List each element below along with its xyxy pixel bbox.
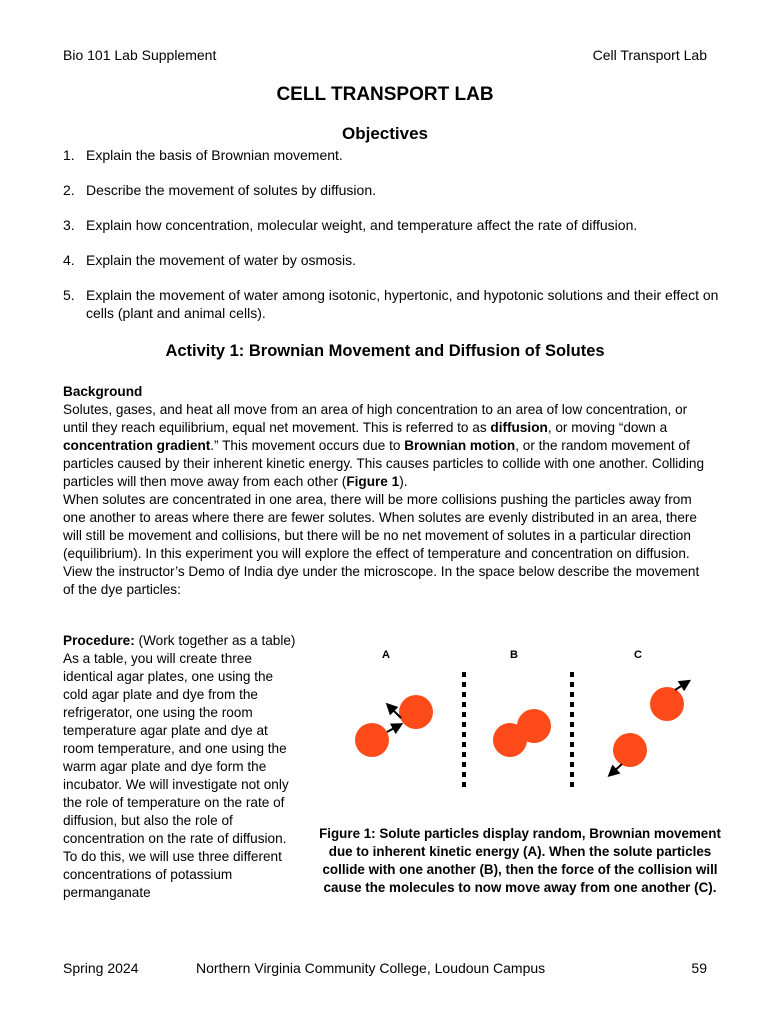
background-paragraph-3: View the instructor’s Demo of India dye under the microscope. In the space below describe the movement of the dye particles: xyxy=(63,564,700,597)
objective-item xyxy=(63,146,723,164)
procedure-section xyxy=(63,632,298,902)
objective-number: 3. xyxy=(63,217,75,233)
objective-number: 1. xyxy=(63,147,75,163)
particle xyxy=(399,695,433,729)
objective-item xyxy=(63,286,723,322)
brownian-figure xyxy=(340,642,710,812)
objective-text: Explain the movement of water by osmosis. xyxy=(86,252,357,268)
background-label: Background xyxy=(63,384,143,399)
objective-item xyxy=(63,216,723,234)
footer-left: Spring 2024 xyxy=(63,960,139,976)
procedure-text: As a table, you will create three identical agar plates, one using the cold agar plate and dye from the refrigerator, one using the room temperature agar plate and dye at room temperature, and one using the warm agar plate and dye form the incubator. We will investigate not only the role of temperature on the rate of diffusion, but also the role of concentration on the rate of diffusion. To do this, we will use three different concentrations of potassium permanganate xyxy=(63,651,289,900)
objective-number: 5. xyxy=(63,287,75,303)
page-title: CELL TRANSPORT LAB xyxy=(276,84,494,105)
activity-heading: Activity 1: Brownian Movement and Diffusion of Solutes xyxy=(165,342,605,360)
objective-item xyxy=(63,251,723,269)
objectives-heading: Objectives xyxy=(342,124,428,143)
motion-arrow xyxy=(387,726,398,732)
objective-number: 4. xyxy=(63,252,75,268)
objective-item xyxy=(63,181,723,199)
particle xyxy=(613,733,647,767)
motion-arrow xyxy=(675,683,686,690)
header-right: Cell Transport Lab xyxy=(592,47,707,63)
figure-label-b: B xyxy=(510,649,518,661)
procedure-intro: Procedure: (Work together as a table) xyxy=(63,633,296,648)
motion-arrow xyxy=(612,764,622,773)
objective-number: 2. xyxy=(63,182,75,198)
background-paragraph-2: When solutes are concentrated in one area, there will be more collisions pushing the particles away from one another to areas where there are fewer solutes. When solutes are evenly distributed in an area, there will still be movement and collisions, but there will be no net movement of solutes in a particular direction (equilibrium). In this experiment you will explore the effect of temperature and concentration on diffusion. xyxy=(63,492,697,561)
header-left: Bio 101 Lab Supplement xyxy=(63,47,217,63)
objectives-list xyxy=(63,146,723,339)
figure-label-c: C xyxy=(634,649,642,661)
background-paragraph-1: Solutes, gases, and heat all move from an area of high concentration to an area of low concentration, or until they reach equilibrium, equal net movement. This is referred to as diffusion, or moving “down a concentration gradient.” This movement occurs due to Brownian motion, or the random movement of particles caused by their inherent kinetic energy. This causes particles to collide with one another. Colliding particles will then move away from each other (Figure 1). xyxy=(63,402,705,489)
objective-text: Explain how concentration, molecular weight, and temperature affect the rate of diffusion. xyxy=(86,217,638,233)
footer-center: Northern Virginia Community College, Loudoun Campus xyxy=(196,960,546,976)
particle xyxy=(650,687,684,721)
figure-caption: Figure 1: Solute particles display random, Brownian movement due to inherent kinetic energy (A). When the solute particles collide with one another (B), then the force of the collision will cause the molecules to now move away from one another (C). xyxy=(319,826,721,895)
background-section xyxy=(63,383,713,599)
particle xyxy=(493,723,527,757)
particle xyxy=(355,723,389,757)
figure-label-a: A xyxy=(382,649,390,661)
objective-text: Explain the movement of water among isotonic, hypertonic, and hypotonic solutions and their effect on cells (plant and animal cells). xyxy=(86,287,719,321)
objective-text: Describe the movement of solutes by diffusion. xyxy=(86,182,377,198)
objective-text: Explain the basis of Brownian movement. xyxy=(86,147,343,163)
page-number: 59 xyxy=(691,960,707,976)
